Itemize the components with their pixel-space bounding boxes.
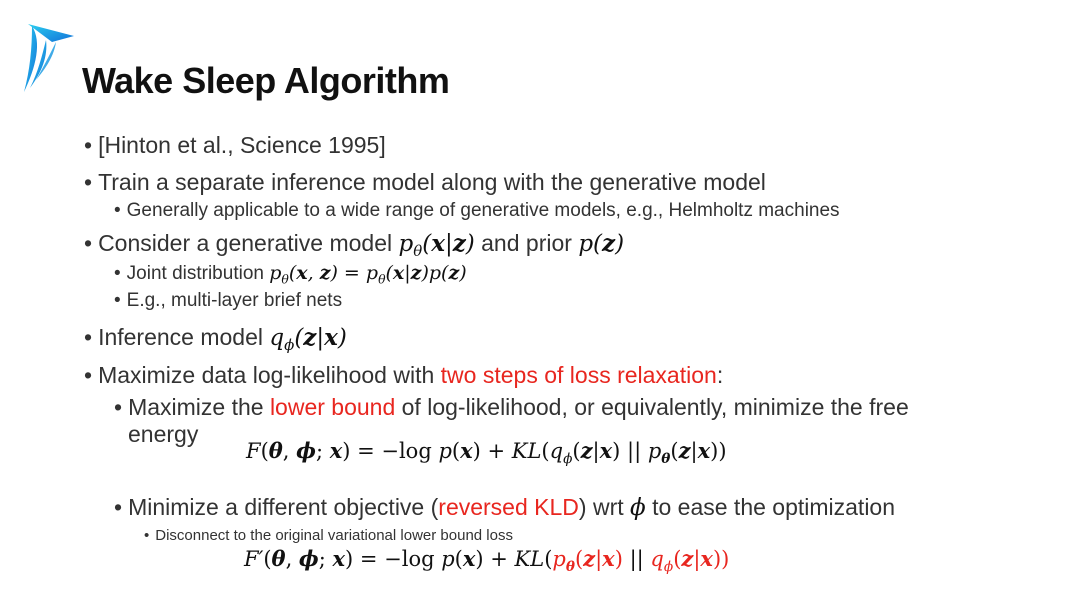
math-prior: p(z) <box>578 230 625 257</box>
logo-icon <box>22 22 76 96</box>
bullet-text: Maximize data log-likelihood with <box>98 362 435 388</box>
bullet-dot: • <box>144 527 150 544</box>
bullet-text: E.g., multi-layer brief nets <box>126 290 343 311</box>
bullet-text: Inference model <box>98 324 263 350</box>
subbullet-joint <box>114 262 467 286</box>
math-joint-distribution: $p_\theta(x$, $z) = p_\theta(x|z)p(z)$ <box>269 262 467 287</box>
highlight-text: lower bound <box>269 394 396 420</box>
bullet-dot: • <box>114 290 121 311</box>
bullet-text: [Hinton et al., Science 1995] <box>98 132 386 158</box>
highlight-text: reversed KLD <box>438 494 579 520</box>
subbullet-helmholtz <box>114 200 840 222</box>
bullet-text: Consider a generative model <box>98 230 393 256</box>
bullet-text: Train a separate inference model along with the generative model <box>98 169 766 195</box>
subbullet-lower-bound-cont: energy <box>128 421 199 447</box>
subsubbullet-disconnect <box>144 527 513 544</box>
slide-title: Wake Sleep Algorithm <box>82 60 450 101</box>
bullet-dot: • <box>84 362 93 388</box>
bullet-dot: • <box>84 132 93 158</box>
bullet-text: Maximize the <box>128 394 264 420</box>
bullet-inference-model <box>84 324 347 354</box>
bullet-citation <box>84 132 386 159</box>
bullet-text: : <box>716 362 724 388</box>
bullet-text: Minimize a different objective ( <box>128 494 439 520</box>
bullet-text: and prior <box>481 230 572 256</box>
subbullet-reversed-kld <box>114 494 895 521</box>
math-phi: ϕ <box>630 495 646 521</box>
bullet-generative-model <box>84 230 624 260</box>
bullet-dot: • <box>114 394 123 420</box>
bullet-text: Generally applicable to a wide range of generative models, e.g., Helmholtz machines <box>126 200 840 221</box>
subbullet-belief-nets <box>114 290 342 312</box>
bullet-dot: • <box>84 324 93 350</box>
bullet-dot: • <box>114 494 123 520</box>
math-p-theta-x-given-z: $p_\theta(x|z)$ <box>398 230 475 261</box>
bullet-text: ) wrt <box>578 494 624 520</box>
bullet-text: Joint distribution <box>126 263 264 284</box>
formula-reversed: F′(θ, ϕ; x) = −log $p(x) + KL(p_\theta(z|x)$ || $q_\phi(z|x)$) <box>244 546 730 575</box>
bullet-text: of log-likelihood, or equivalently, minimize the free <box>401 394 909 420</box>
math-q-phi: $q_\phi(z|x)$ <box>269 324 347 355</box>
highlight-text: two steps of loss relaxation <box>440 362 717 388</box>
bullet-dot: • <box>114 263 121 284</box>
bullet-maximize-likelihood <box>84 362 723 389</box>
subbullet-lower-bound <box>114 394 909 421</box>
bullet-text: to ease the optimization <box>652 494 896 520</box>
bullet-dot: • <box>84 169 93 195</box>
bullet-dot: • <box>114 200 121 221</box>
bullet-text: Disconnect to the original variational lower bound loss <box>155 527 513 544</box>
bullet-dot: • <box>84 230 93 256</box>
bullet-train-inference <box>84 169 766 196</box>
formula-free-energy: F(θ, ϕ; x) = −log $p(x) + KL(q_\phi(z|x)$ || $p_\theta(z|x)$) <box>246 438 727 467</box>
